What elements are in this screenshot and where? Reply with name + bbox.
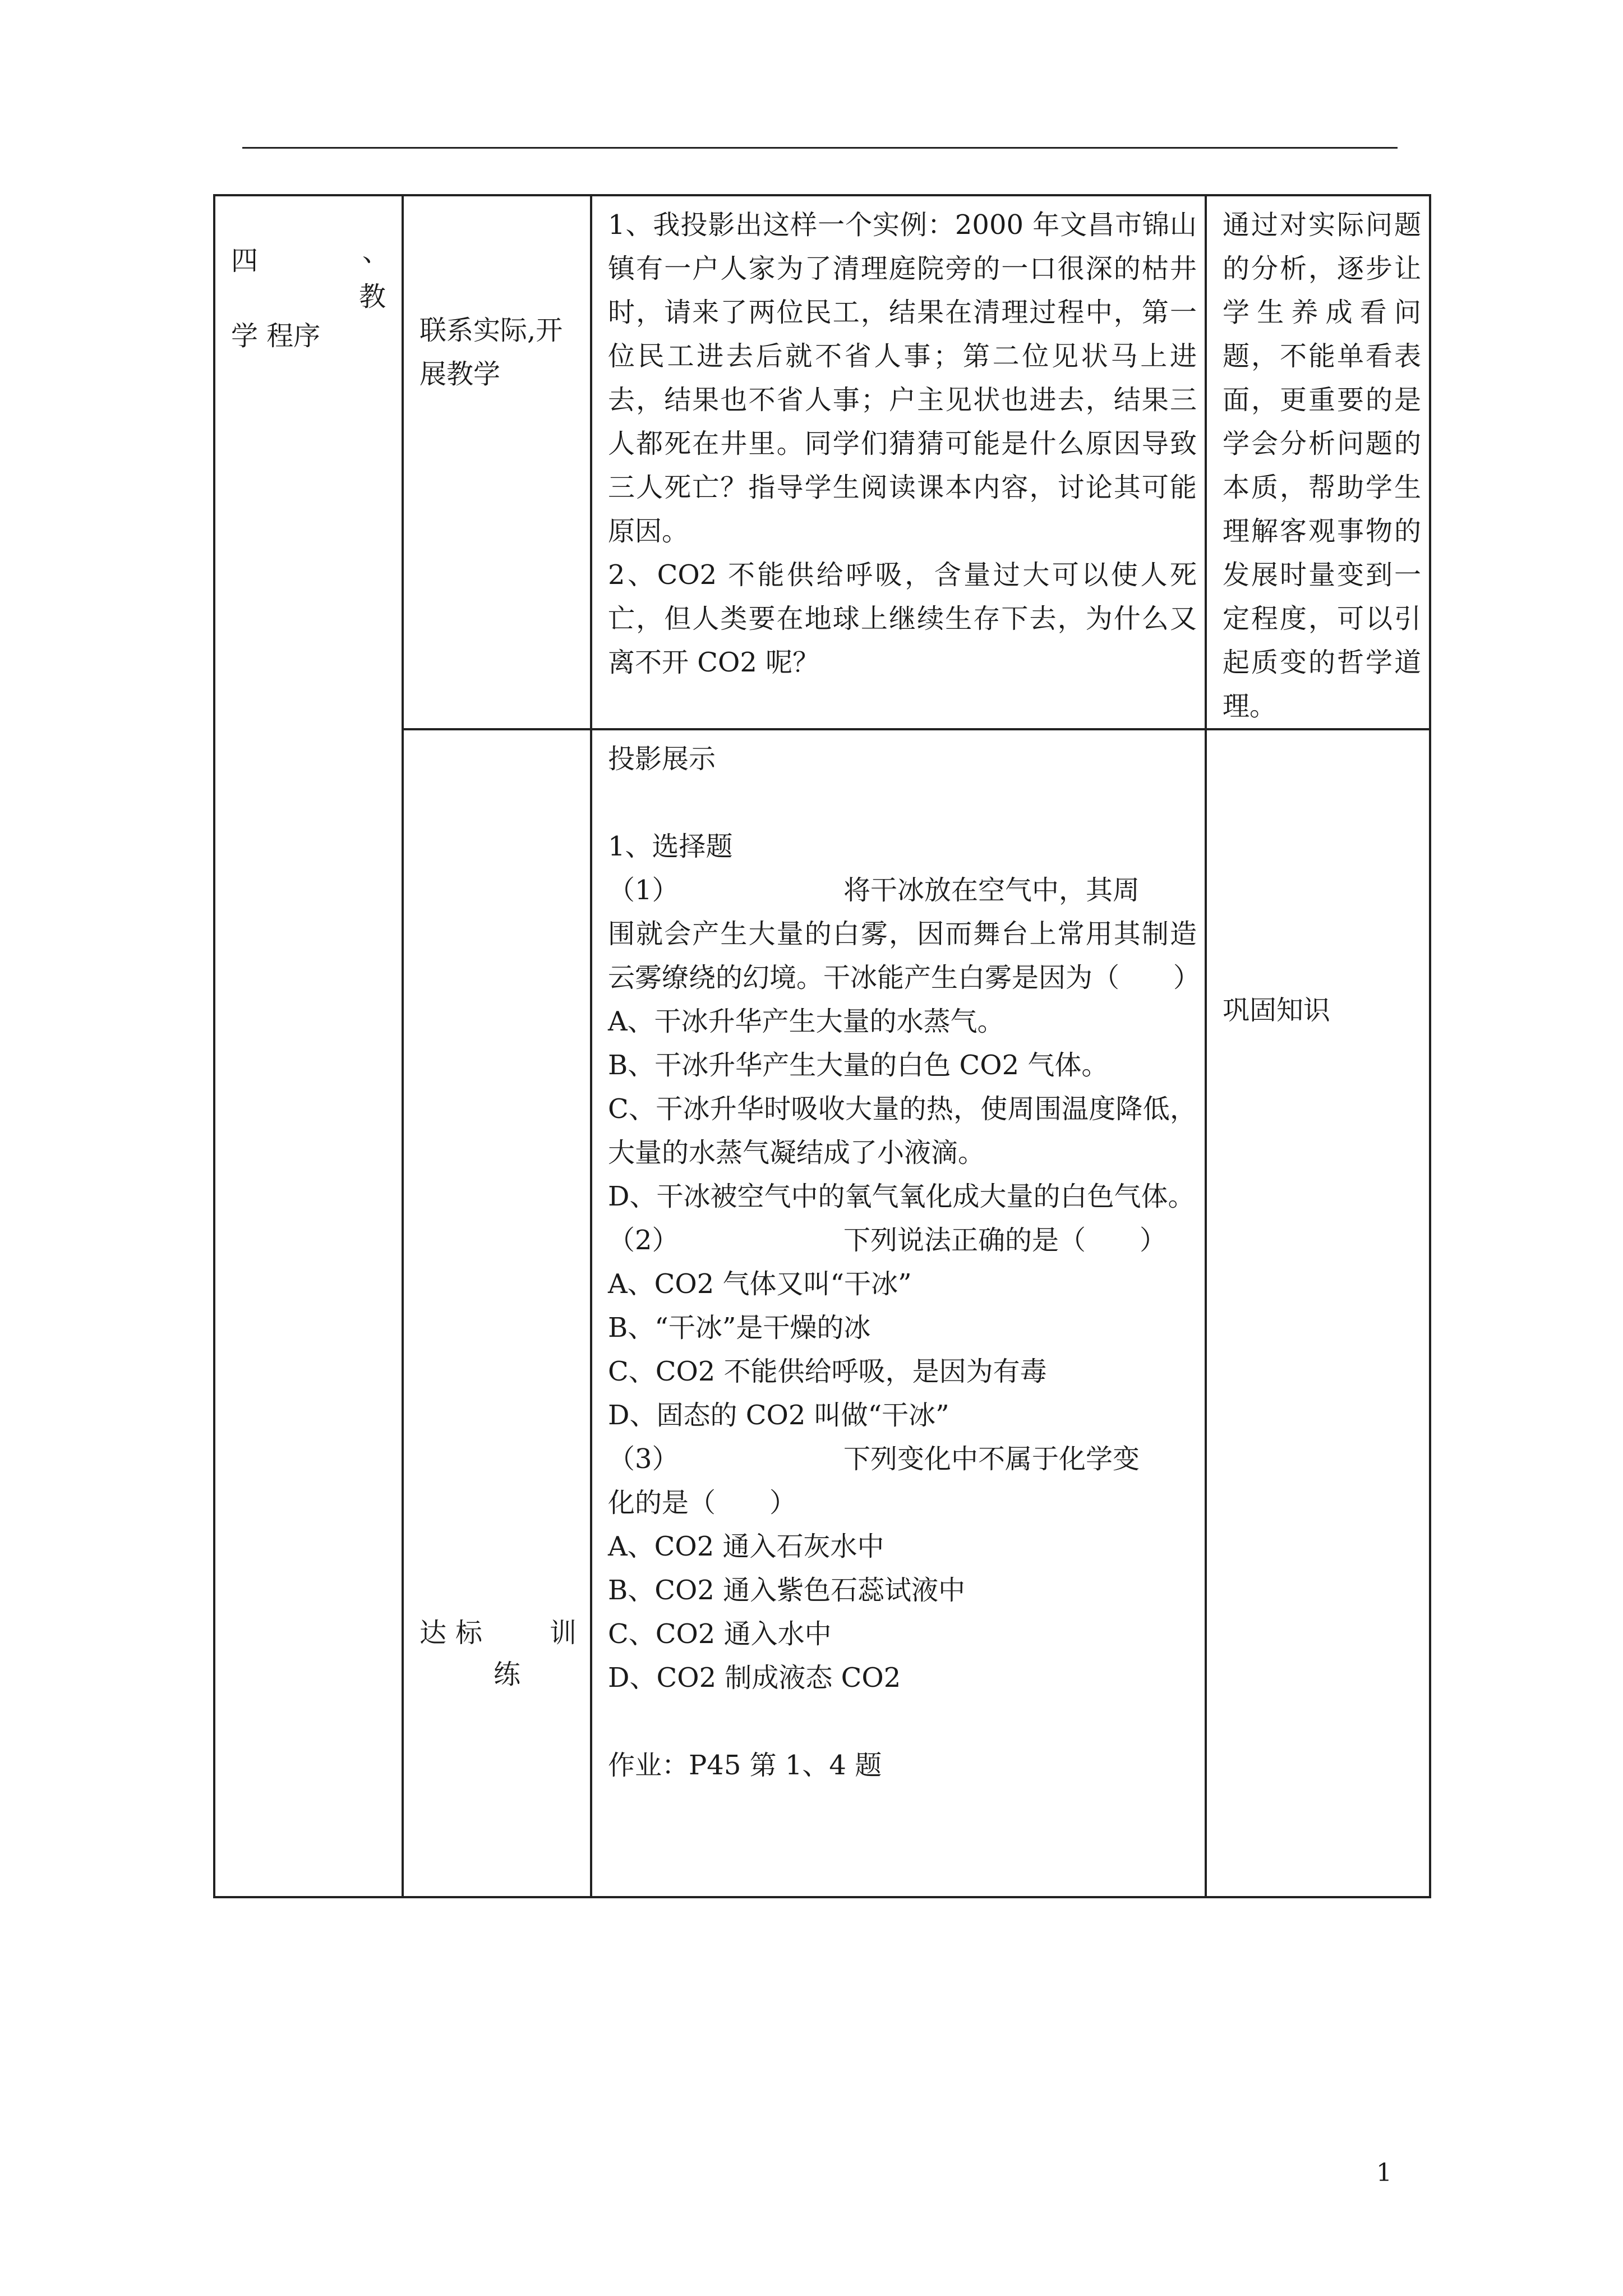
stage-cell	[214, 195, 403, 1897]
question-2-number: （2）	[608, 1225, 679, 1256]
question-3-option-d: D、CO2 制成液态 CO2	[608, 1662, 901, 1694]
question-1-option-b: B、干冰升华产生大量的白色 CO2 气体。	[608, 1050, 1109, 1081]
question-3-text-start: 下列变化中不属于化学变	[843, 1443, 1140, 1475]
drill-title-char-1: 达	[419, 1617, 447, 1649]
drill-title-char-4: 练	[494, 1659, 521, 1690]
question-2-option-a: A、CO2 气体又叫“干冰”	[608, 1268, 912, 1300]
question-3-text-rest: 化的是（ ）	[608, 1487, 797, 1519]
practice-paragraph-2: 2、CO2 不能供给呼吸，含量过大可以使人死亡，但人类要在地球上继续生存下去，为什么又离不开 CO2 呢？	[608, 559, 1197, 678]
step-note-drill: 巩固知识	[1206, 729, 1430, 1897]
practice-paragraph-1: 1、我投影出这样一个实例：2000 年文昌市锦山镇有一户人家为了清理庭院旁的一口很深的枯井时，请来了两位民工，结果在清理过程中，第一位民工进去后就不省人事；第二位见状马上进去，结果也不省人事；户主见状也进去，结果三人都死在井里。同学们猜猜可能是什么原因导致三人死亡？指导学生阅读课本内容，讨论其可能原因。	[608, 209, 1197, 547]
question-1-text-start: 将干冰放在空气中，其周	[843, 875, 1140, 906]
question-1-option-a: A、干冰升华产生大量的水蒸气。	[608, 1006, 1004, 1037]
question-1-option-d: D、干冰被空气中的氧气氧化成大量的白色气体。	[608, 1181, 1195, 1212]
question-2-option-c: C、CO2 不能供给呼吸，是因为有毒	[608, 1356, 1047, 1387]
step-title-practice: 联系实际,开展教学	[403, 195, 591, 729]
question-2-option-b: B、“干冰”是干燥的冰	[608, 1312, 871, 1343]
question-3-option-c: C、CO2 通入水中	[608, 1618, 832, 1650]
question-3-head	[608, 1437, 1197, 1481]
stage-label-part2: 教	[359, 281, 386, 312]
question-1-text-rest: 围就会产生大量的白雾，因而舞台上常用其制造云雾缭绕的幻境。干冰能产生白雾是因为（ ）	[608, 918, 1201, 993]
stage-label-part3: 学 程序	[231, 320, 321, 352]
stage-label-part1: 四	[231, 245, 259, 277]
stage-label-comma: 、	[362, 236, 390, 268]
question-3-number: （3）	[608, 1443, 679, 1475]
drill-title-char-3: 训	[550, 1617, 577, 1649]
question-1-head	[608, 868, 1197, 912]
drill-intro: 投影展示	[608, 743, 716, 775]
header-rule	[242, 147, 1398, 149]
question-3-option-a: A、CO2 通入石灰水中	[608, 1531, 884, 1562]
page-number: 1	[1376, 2159, 1392, 2187]
question-2-option-d: D、固态的 CO2 叫做“干冰”	[608, 1400, 949, 1431]
step-note-practice: 通过对实际问题的分析，逐步让学生养成看问题，不能单看表面，更重要的是学会分析问题的本质，帮助学生理解客观事物的发展时量变到一定程度，可以引起质变的哲学道理。	[1206, 195, 1430, 729]
question-2-head	[608, 1218, 1197, 1262]
step-title-drill	[403, 729, 591, 1897]
question-3-option-b: B、CO2 通入紫色石蕊试液中	[608, 1575, 966, 1606]
drill-title-char-2: 标	[455, 1617, 483, 1649]
step-content-practice	[591, 195, 1206, 729]
question-1-option-c: C、干冰升华时吸收大量的热，使周围温度降低，大量的水蒸气凝结成了小液滴。	[608, 1093, 1197, 1168]
lesson-plan-table	[213, 194, 1431, 1898]
table-row-practice	[214, 195, 1430, 729]
question-2-text: 下列说法正确的是（ ）	[843, 1225, 1167, 1256]
homework: 作业：P45 第 1、4 题	[608, 1750, 882, 1781]
step-content-drill	[591, 729, 1206, 1897]
question-1-number: （1）	[608, 875, 679, 906]
section-heading: 1、选择题	[608, 831, 733, 862]
